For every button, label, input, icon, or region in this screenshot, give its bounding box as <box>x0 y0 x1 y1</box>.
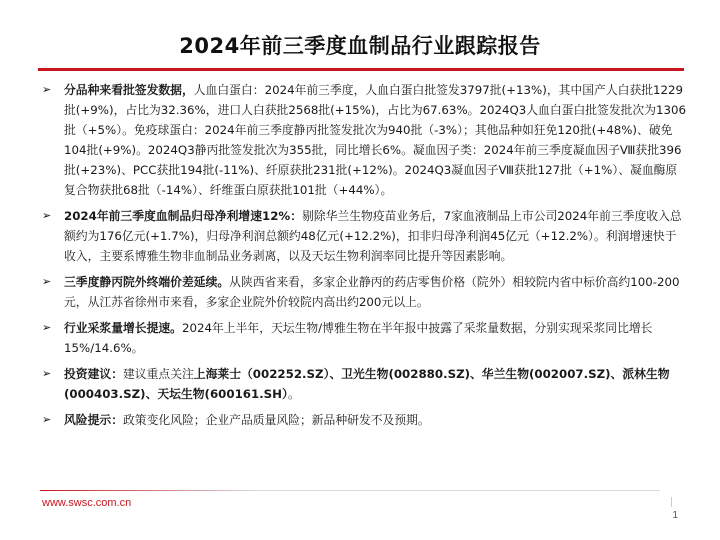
arrow-bullet-icon: ➢ <box>42 209 52 222</box>
footer-divider <box>40 490 660 491</box>
bullet-heading: 2024年前三季度血制品归母净利增速12%： <box>64 209 303 223</box>
bullet-plasma-volume <box>38 318 688 358</box>
bullet-text: 2024年上半年，天坛生物/博雅生物在半年报中披露了采浆量数据，分别实现采浆同比增长15%/14.6%。 <box>64 321 653 355</box>
bullet-risk-warning <box>38 410 688 430</box>
bullet-price-gap <box>38 272 688 312</box>
bullet-text: 人血白蛋白：2024年前三季度，人血白蛋白批签发3797批(+13%)，其中国产人白获批1229批(+9%)，占比为32.36%，进口人白获批2568批(+15%)，占比为67.63%。2024Q3人血白蛋白批签发批次为1306批（+5%）。免疫球蛋白：2024年前三季度静丙批签发批次为940批（-3%）；其他品种如狂免120批(+48%)、破免104批(+9%)。2024Q3静丙批签发批次为355批，同比增长6%。凝血因子类：2024年前三季度凝血因子Ⅷ获批396批(+23%)、PCC获批194批(-11%)、纤原获批231批(+12%)。2024Q3凝血因子Ⅷ获批127批（+1%）、凝血酶原复合物获批68批（-14%）、纤维蛋白原获批101批（+44%）。 <box>64 83 687 197</box>
title-divider <box>38 68 684 71</box>
recommended-stocks: 上海莱士（002252.SZ）、卫光生物(002880.SZ)、华兰生物(002007.SZ)、派林生物(000403.SZ)、天坛生物(600161.SH） <box>64 367 670 401</box>
bullet-list <box>38 80 688 436</box>
bullet-text: 从陕西省来看，多家企业静丙的药店零售价格（院外）相较院内省中标价高约100-200元，从江苏省徐州市来看，多家企业院外价较院内高出约200元以上。 <box>64 275 680 309</box>
page-title: 2024年前三季度血制品行业跟踪报告 <box>179 34 541 58</box>
bullet-investment-advice <box>38 364 688 404</box>
arrow-bullet-icon: ➢ <box>42 413 52 426</box>
arrow-bullet-icon: ➢ <box>42 321 52 334</box>
page-number: 1 <box>672 510 678 521</box>
bullet-heading: 投资建议： <box>64 367 123 381</box>
bullet-profit-growth <box>38 206 688 266</box>
arrow-bullet-icon: ➢ <box>42 83 52 96</box>
footer-url[interactable]: www.swsc.com.cn <box>42 497 132 509</box>
bullet-heading: 三季度静丙院外终端价差延续。 <box>64 275 230 289</box>
bullet-heading: 分品种来看批签发数据， <box>64 83 194 97</box>
bullet-text: 剔除华兰生物疫苗业务后，7家血液制品上市公司2024年前三季度收入总额约为176亿元(+1.7%)，归母净利润总额约48亿元(+12.2%)，扣非归母净利润45亿元（+12.2%）。利润增速快于收入，主要系博雅生物非血制品业务剥离，以及天坛生物利润率同比提升等因素影响。 <box>64 209 682 263</box>
bullet-text-end: 。 <box>287 387 300 401</box>
bullet-batch-approval <box>38 80 688 200</box>
page-corner-mark <box>671 497 672 507</box>
arrow-bullet-icon: ➢ <box>42 275 52 288</box>
bullet-heading: 风险提示： <box>64 413 123 427</box>
bullet-heading: 行业采浆量增长提速。 <box>64 321 182 335</box>
bullet-text: 建议重点关注 <box>123 367 194 381</box>
bullet-text: 政策变化风险；企业产品质量风险；新品种研发不及预期。 <box>123 413 430 427</box>
arrow-bullet-icon: ➢ <box>42 367 52 380</box>
